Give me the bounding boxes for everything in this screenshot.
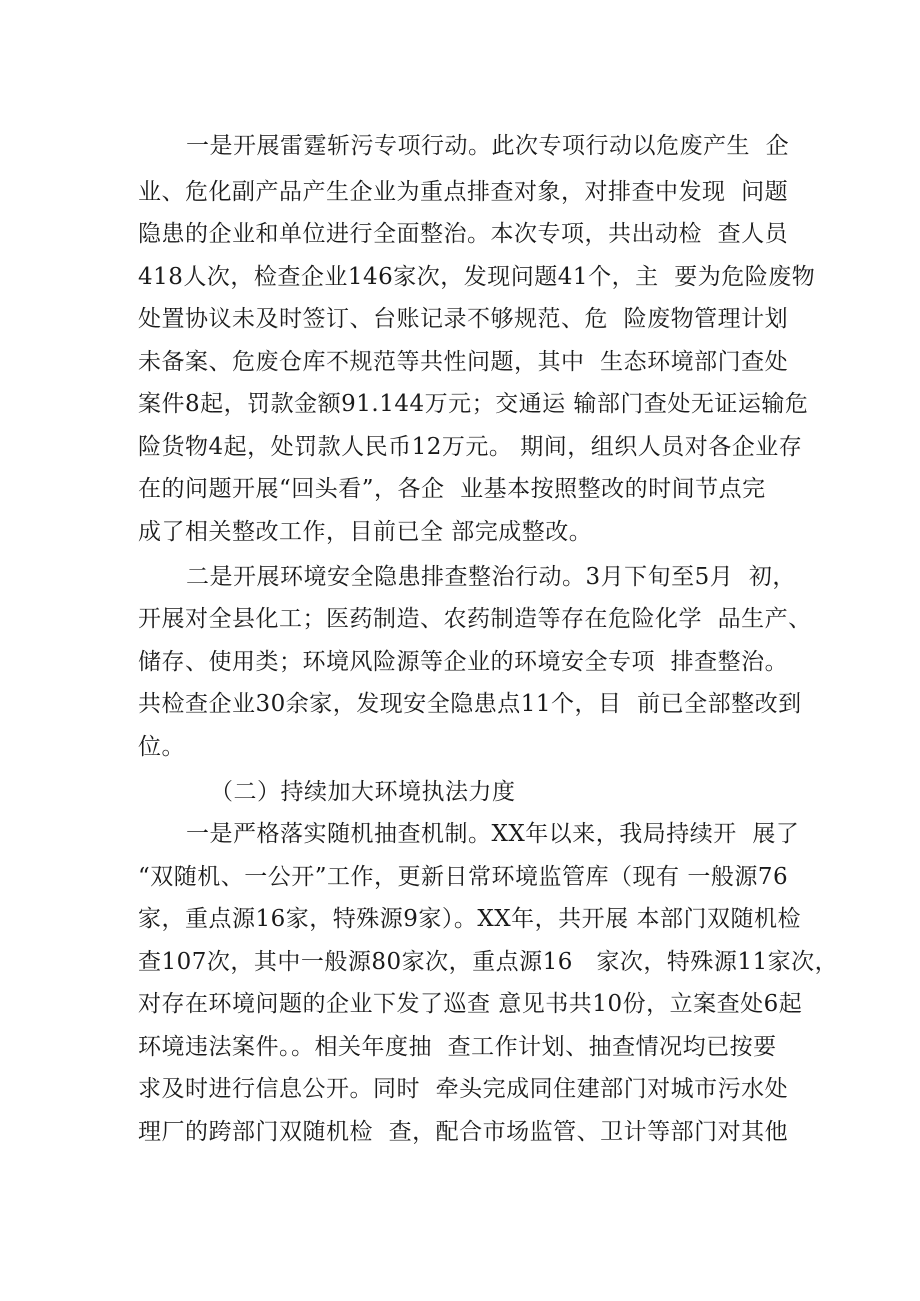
text-line: 一是开展雷霆斩污专项行动。此次专项行动以危废产生 企 bbox=[186, 133, 790, 159]
text-line: “双随机、一公开”工作，更新日常环境监管库（现有 一般源76 bbox=[138, 864, 789, 890]
text-line: 位。 bbox=[138, 734, 185, 760]
text-line: 一是严格落实随机抽查机制。XX年以来，我局持续开 展了 bbox=[186, 821, 800, 847]
text-line: 隐患的企业和单位进行全面整治。本次专项，共出动检 查人员 bbox=[138, 221, 789, 247]
text-line: 未备案、危废仓库不规范等共性问题，其中 生态环境部门查处 bbox=[138, 349, 789, 375]
section-heading: （二）持续加大环境执法力度 bbox=[210, 779, 516, 805]
text-line: 二是开展环境安全隐患排查整治行动。3月下旬至5月 初， bbox=[186, 564, 796, 590]
text-line: 环境违法案件。。相关年度抽 查工作计划、抽查情况均已按要 bbox=[138, 1034, 777, 1060]
text-line: 家，重点源16家，特殊源9家）。XX年，共开展 本部门双随机检 bbox=[138, 906, 801, 932]
text-line: 求及时进行信息公开。同时 牵头完成同住建部门对城市污水处 bbox=[138, 1076, 789, 1102]
text-line: 查107次，其中一般源80家次，重点源16 家次，特殊源11家次， bbox=[138, 949, 839, 975]
text-line: 共检查企业30余家，发现安全隐患点11个，目 前已全部整改到 bbox=[138, 691, 802, 717]
text-line: 418人次，检查企业146家次，发现问题41个，主 要为危险废物 bbox=[138, 264, 816, 290]
text-line: 业、危化副产品产生企业为重点排查对象，对排查中发现 问题 bbox=[138, 179, 789, 205]
text-line: 理厂的跨部门双随机检 查，配合市场监管、卫计等部门对其他 bbox=[138, 1119, 789, 1145]
text-line: 开展对全县化工；医药制造、农药制造等存在危险化学 品生产、 bbox=[138, 606, 812, 632]
text-line: 险货物4起，处罚款人民币12万元。 期间，组织人员对各企业存 bbox=[138, 434, 803, 460]
text-line: 在的问题开展“回头看”，各企 业基本按照整改的时间节点完 bbox=[138, 476, 766, 502]
text-line: 案件8起，罚款金额91.144万元；交通运 输部门查处无证运输危 bbox=[138, 391, 809, 417]
text-line: 成了相关整改工作，目前已全 部完成整改。 bbox=[138, 519, 593, 545]
text-line: 对存在环境问题的企业下发了巡查 意见书共10份，立案查处6起 bbox=[138, 991, 803, 1017]
text-line: 处置协议未及时签订、台账记录不够规范、危 险废物管理计划 bbox=[138, 306, 789, 332]
text-line: 储存、使用类；环境风险源等企业的环境安全专项 排查整治。 bbox=[138, 649, 789, 675]
